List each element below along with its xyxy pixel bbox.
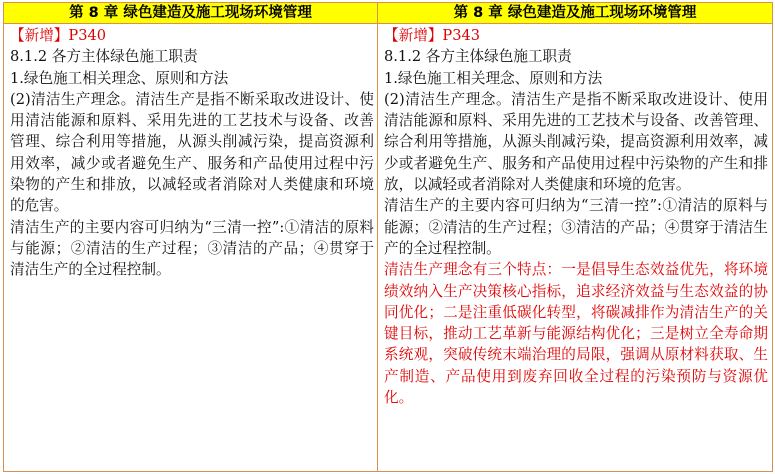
right-section-title: 8.1.2 各方主体绿色施工职责: [384, 48, 572, 66]
right-page-ref: P343: [442, 27, 481, 44]
right-chapter-header: 第 8 章 绿色建造及施工现场环境管理: [378, 3, 773, 24]
header-row: [4, 3, 773, 24]
left-section-title: 8.1.2 各方主体绿色施工职责: [10, 48, 198, 66]
left-new-tag: 【新增】: [10, 27, 69, 44]
right-content: [378, 24, 772, 408]
right-new-tag: 【新增】: [384, 27, 443, 44]
left-chapter-header: 第 8 章 绿色建造及施工现场环境管理: [4, 3, 378, 24]
left-page-ref: P340: [68, 27, 107, 44]
left-content-cell: [4, 24, 378, 472]
right-paragraph-1: (2)清洁生产理念。清洁生产是指不断采取改进设计、使用清洁能源和原料、采用先进的工艺技术与设备、改善管理、综合利用等措施，从源头削减污染，提高资源利用效率，减少或者避免生产、服务和产品使用过程中污染物的产生和排放，以减轻或者消除对人类健康和环境的危害。: [384, 90, 768, 194]
left-paragraph-2: 清洁生产的主要内容可归纳为“三清一控”:①清洁的原料与能源；②清洁的生产过程；③清洁的产品；④贯穿于清洁生产的全过程控制。: [10, 218, 374, 279]
left-tag-line: [10, 25, 374, 46]
right-tag-line: [384, 25, 768, 46]
left-subsection-title: 1.绿色施工相关理念、原则和方法: [10, 69, 229, 87]
comparison-table: [3, 2, 773, 472]
right-paragraph-2: 清洁生产的主要内容可归纳为“三清一控”:①清洁的原料与能源；②清洁的生产过程；③清洁的产品；④贯穿于清洁生产的全过程控制。: [384, 197, 768, 257]
left-content: [4, 24, 377, 281]
content-row: [4, 24, 773, 472]
left-paragraph-1: (2)清洁生产理念。清洁生产是指不断采取改进设计、使用清洁能源和原料、采用先进的工艺技术与设备、改善管理、综合利用等措施，从源头削减污染，提高资源利用效率，减少或者避免生产、服务和产品使用过程中污染物的产生和排放，以减轻或者消除对人类健康和环境的危害。: [10, 90, 374, 215]
right-added-paragraph: 清洁生产理念有三个特点：一是倡导生态效益优先，将环境绩效纳入生产决策核心指标，追求经济效益与生态效益的协同优化；二是注重低碳化转型，将碳减排作为清洁生产的关键目标，推动工艺革新与能源结构优化；三是树立全寿命期系统观，突破传统末端治理的局限，强调从原材料获取、生产制造、产品使用到废弃回收全过程的污染预防与资源优化。: [384, 261, 768, 407]
right-subsection-title: 1.绿色施工相关理念、原则和方法: [384, 69, 603, 87]
right-content-cell: [378, 24, 773, 472]
